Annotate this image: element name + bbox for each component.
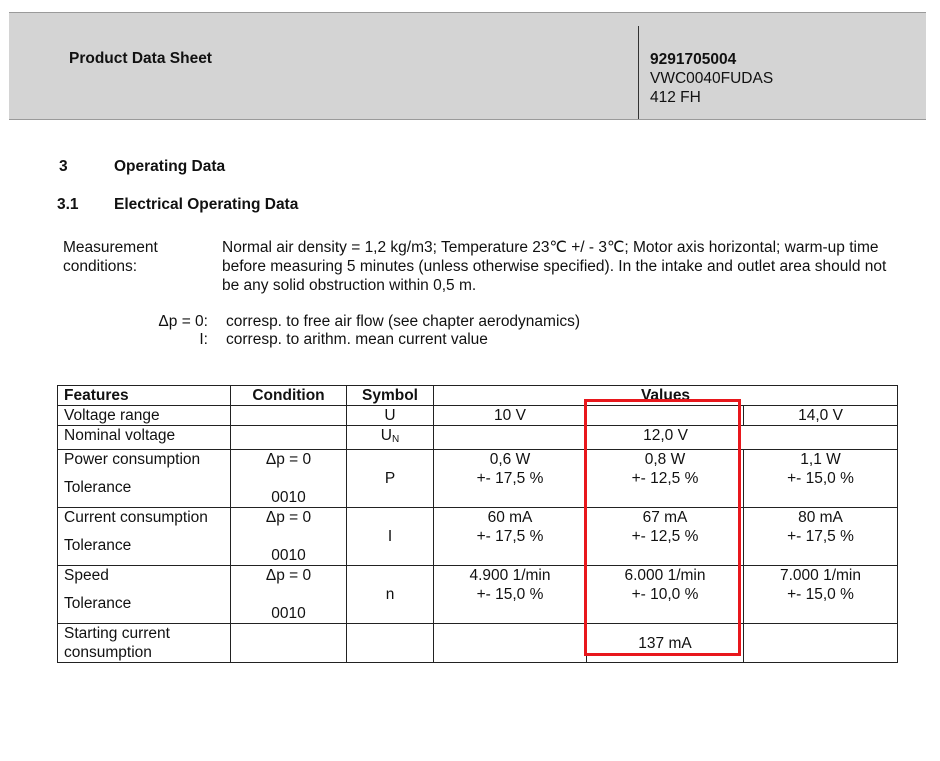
table-row-speed — [58, 566, 898, 624]
value: 0,8 W — [644, 451, 686, 468]
tolerance-label: Tolerance — [64, 479, 132, 496]
cell-value-3 — [744, 508, 898, 566]
condition-code: 0010 — [271, 605, 306, 622]
table-row-nominal-voltage — [58, 426, 898, 450]
cell-feature — [58, 450, 231, 508]
subsection-number: 3.1 — [57, 196, 79, 213]
cell-symbol — [347, 624, 434, 663]
feature-label: Power consumption — [64, 451, 201, 468]
cell-value-3 — [744, 566, 898, 624]
cell-condition — [231, 426, 347, 450]
document-title: Product Data Sheet — [69, 50, 212, 67]
table-row-power — [58, 450, 898, 508]
cell-value-3 — [744, 624, 898, 663]
cell-symbol: P — [347, 450, 434, 508]
subsection-title: Electrical Operating Data — [114, 196, 299, 213]
legend-text-i: corresp. to arithm. mean current value — [226, 331, 488, 348]
table-row-current — [58, 508, 898, 566]
tolerance: +- 10,0 % — [631, 586, 699, 603]
table-header-row — [58, 386, 898, 406]
cell-feature — [58, 566, 231, 624]
tolerance: +- 12,5 % — [631, 528, 699, 545]
cell-condition — [231, 566, 347, 624]
cell-value-1 — [434, 624, 587, 663]
measurement-conditions-text: Normal air density = 1,2 kg/m3; Temperature 23℃ +/ - 3℃; Motor axis horizontal; warm-up time before measuring 5 minutes (unless otherwise specified). In the intake and outlet area should not be any solid obstruction within 0,5 m. — [222, 239, 887, 294]
feature-label-line1: Starting current — [64, 625, 170, 642]
tolerance: +- 17,5 % — [476, 528, 544, 545]
symbol-subscript: N — [391, 434, 400, 445]
condition-code: 0010 — [271, 547, 306, 564]
cell-value-1 — [434, 508, 587, 566]
cell-symbol — [347, 426, 434, 450]
part-number: 9291705004 — [650, 51, 737, 68]
tolerance: +- 15,0 % — [787, 586, 854, 603]
feature-label: Current consumption — [64, 509, 208, 526]
tolerance: +- 15,0 % — [787, 470, 854, 487]
feature-label: Speed — [64, 567, 109, 584]
header-features: Features — [58, 386, 231, 406]
cell-symbol: n — [347, 566, 434, 624]
cell-value-3 — [744, 450, 898, 508]
cell-feature: Voltage range — [58, 406, 231, 426]
condition-code: 0010 — [271, 489, 306, 506]
tolerance: +- 17,5 % — [476, 470, 544, 487]
value: 80 mA — [798, 509, 843, 526]
product-codes — [650, 50, 773, 107]
value: 0,6 W — [489, 451, 531, 468]
header-divider — [638, 26, 639, 119]
cell-feature — [58, 624, 231, 663]
document-header — [9, 12, 926, 120]
condition-dp: Δp = 0 — [265, 567, 312, 584]
highlight-box — [584, 399, 741, 656]
tolerance: +- 17,5 % — [787, 528, 854, 545]
tolerance: +- 12,5 % — [631, 470, 699, 487]
cell-feature — [58, 508, 231, 566]
cell-condition — [231, 508, 347, 566]
cell-feature: Nominal voltage — [58, 426, 231, 450]
value: 60 mA — [487, 509, 533, 526]
cell-condition — [231, 450, 347, 508]
cell-value-1: 10 V — [434, 406, 587, 426]
value: 1,1 W — [800, 451, 841, 468]
value: 4.900 1/min — [469, 567, 551, 584]
tolerance: +- 15,0 % — [476, 586, 544, 603]
measurement-label-line2: conditions: — [63, 258, 138, 275]
value: 7.000 1/min — [780, 567, 861, 584]
legend-text-dp: corresp. to free air flow (see chapter aerodynamics) — [226, 313, 581, 330]
measurement-label-line1: Measurement — [63, 239, 158, 256]
measurement-label — [63, 238, 158, 276]
feature-label-line2: consumption — [64, 644, 152, 661]
cell-value-nominal: 12,0 V — [434, 426, 898, 450]
table-row-starting-current — [58, 624, 898, 663]
table-row-voltage-range — [58, 406, 898, 426]
cell-symbol: I — [347, 508, 434, 566]
tolerance-label: Tolerance — [64, 595, 132, 612]
header-condition: Condition — [231, 386, 347, 406]
condition-dp: Δp = 0 — [265, 509, 312, 526]
cell-value-1 — [434, 566, 587, 624]
legend-symbol-i: I: — [199, 331, 208, 348]
electrical-data-table — [57, 385, 898, 663]
section-number: 3 — [59, 158, 68, 175]
variant-code: 412 FH — [650, 89, 701, 106]
cell-symbol: U — [347, 406, 434, 426]
condition-dp: Δp = 0 — [265, 451, 312, 468]
tolerance-label: Tolerance — [64, 537, 132, 554]
header-symbol: Symbol — [347, 386, 434, 406]
value: 6.000 1/min — [624, 567, 706, 584]
model-number: VWC0040FUDAS — [650, 70, 774, 87]
symbol-main: U — [380, 427, 392, 444]
cell-value-3: 14,0 V — [744, 406, 898, 426]
cell-condition — [231, 624, 347, 663]
cell-condition — [231, 406, 347, 426]
legend-symbol-dp: Δp = 0: — [158, 313, 208, 330]
cell-value-1 — [434, 450, 587, 508]
header-values: Values — [434, 386, 898, 406]
cell-value-2: 137 mA — [587, 624, 744, 663]
value: 67 mA — [642, 509, 688, 526]
section-title: Operating Data — [114, 158, 226, 175]
